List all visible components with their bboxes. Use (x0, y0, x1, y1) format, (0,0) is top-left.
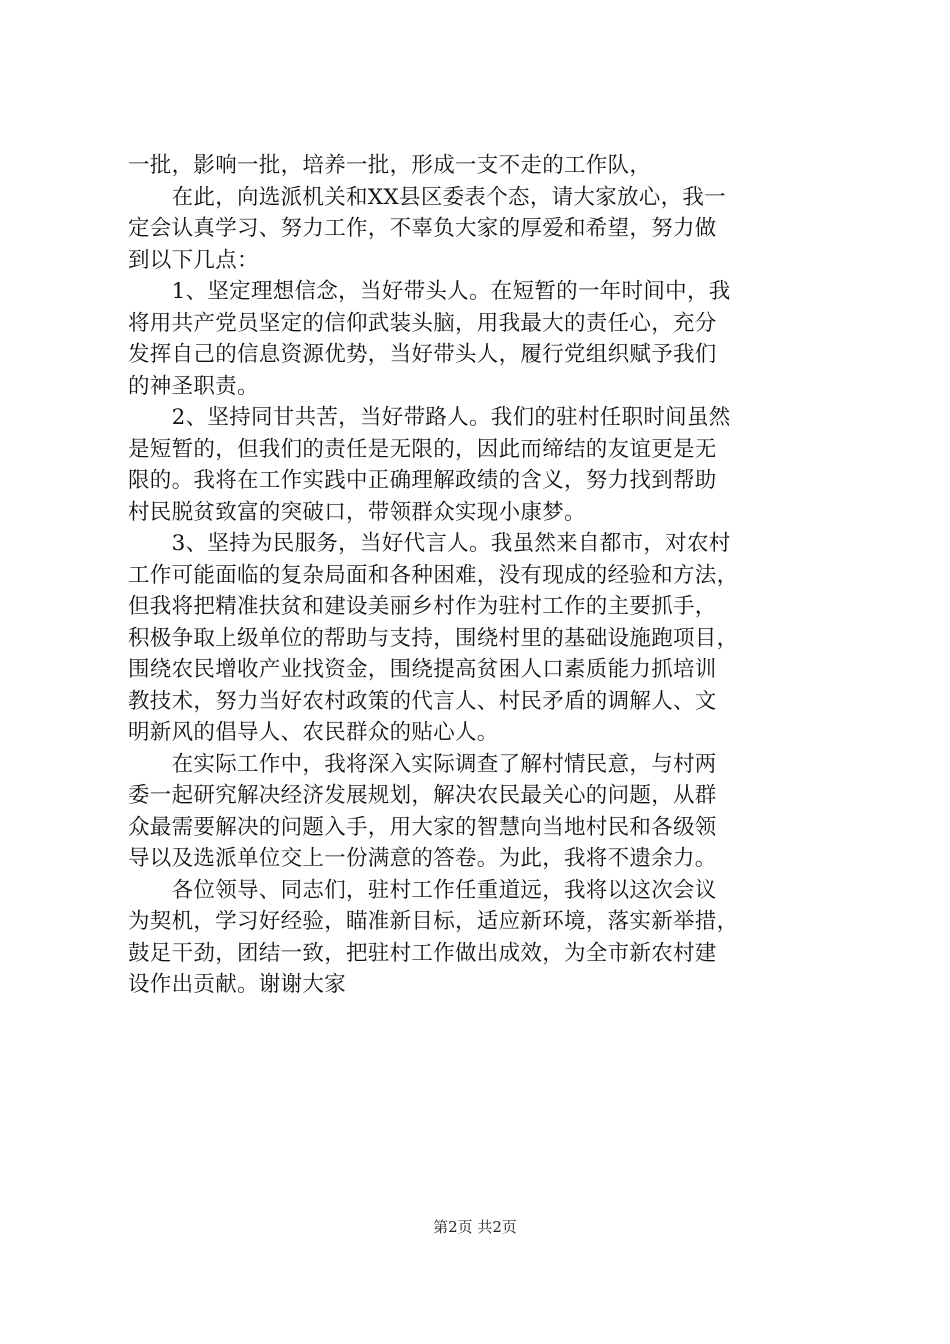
text-line: 村民脱贫致富的突破口，带领群众实现小康梦。 (128, 499, 586, 525)
text-line: 鼓足干劲，团结一致，把驻村工作做出成效，为全市新农村建 (128, 940, 717, 966)
text-line: 1、坚定理想信念，当好带头人。在短暂的一年时间中，我 (128, 279, 731, 304)
text-line: 是短暂的，但我们的责任是无限的，因此而缔结的友谊更是无 (128, 436, 717, 462)
text-line: 2、坚持同甘共苦，当好带路人。我们的驻村任职时间虽然 (128, 405, 731, 430)
text-line: 明新风的倡导人、农民群众的贴心人。 (128, 720, 499, 745)
page-footer: 第2页 共2页 (433, 1218, 517, 1236)
text-line: 在此，向选派机关和XX县区委表个态，请大家放心，我一 (128, 184, 727, 210)
text-line: 3、坚持为民服务，当好代言人。我虽然来自都市，对农村 (128, 531, 731, 556)
text-line: 教技术，努力当好农村政策的代言人、村民矛盾的调解人、文 (128, 688, 717, 714)
text-line: 但我将把精准扶贫和建设美丽乡村作为驻村工作的主要抓手， (128, 594, 717, 619)
text-line: 定会认真学习、努力工作，不辜负大家的厚爱和希望，努力做 (128, 216, 717, 241)
text-line: 在实际工作中，我将深入实际调查了解村情民意，与村两 (128, 751, 717, 777)
text-line: 众最需要解决的问题入手，用大家的智慧向当地村民和各级领 (128, 814, 717, 840)
text-line: 的神圣职责。 (128, 373, 259, 399)
text-line: 设作出贡献。谢谢大家 (128, 972, 347, 997)
text-line: 发挥自己的信息资源优势，当好带头人，履行党组织赋予我们 (128, 342, 717, 367)
text-line: 各位领导、同志们，驻村工作任重道远，我将以这次会议 (128, 877, 717, 903)
document-body (128, 150, 828, 1001)
text-line: 导以及选派单位交上一份满意的答卷。为此，我将不遗余力。 (128, 846, 717, 871)
text-line: 将用共产党员坚定的信仰武装头脑，用我最大的责任心，充分 (128, 310, 717, 336)
text-line: 一批，影响一批，培养一批，形成一支不走的工作队， (128, 153, 652, 178)
text-line: 围绕农民增收产业找资金，围绕提高贫困人口素质能力抓培训 (128, 657, 717, 682)
text-line: 积极争取上级单位的帮助与支持，围绕村里的基础设施跑项目， (128, 625, 739, 651)
text-line: 限的。我将在工作实践中正确理解政绩的含义，努力找到帮助 (128, 468, 717, 493)
text-line: 工作可能面临的复杂局面和各种困难，没有现成的经验和方法， (128, 562, 739, 588)
text-line: 委一起研究解决经济发展规划，解决农民最关心的问题，从群 (128, 783, 717, 808)
text-line: 为契机，学习好经验，瞄准新目标，适应新环境，落实新举措， (128, 909, 739, 934)
text-line: 到以下几点： (128, 247, 259, 273)
